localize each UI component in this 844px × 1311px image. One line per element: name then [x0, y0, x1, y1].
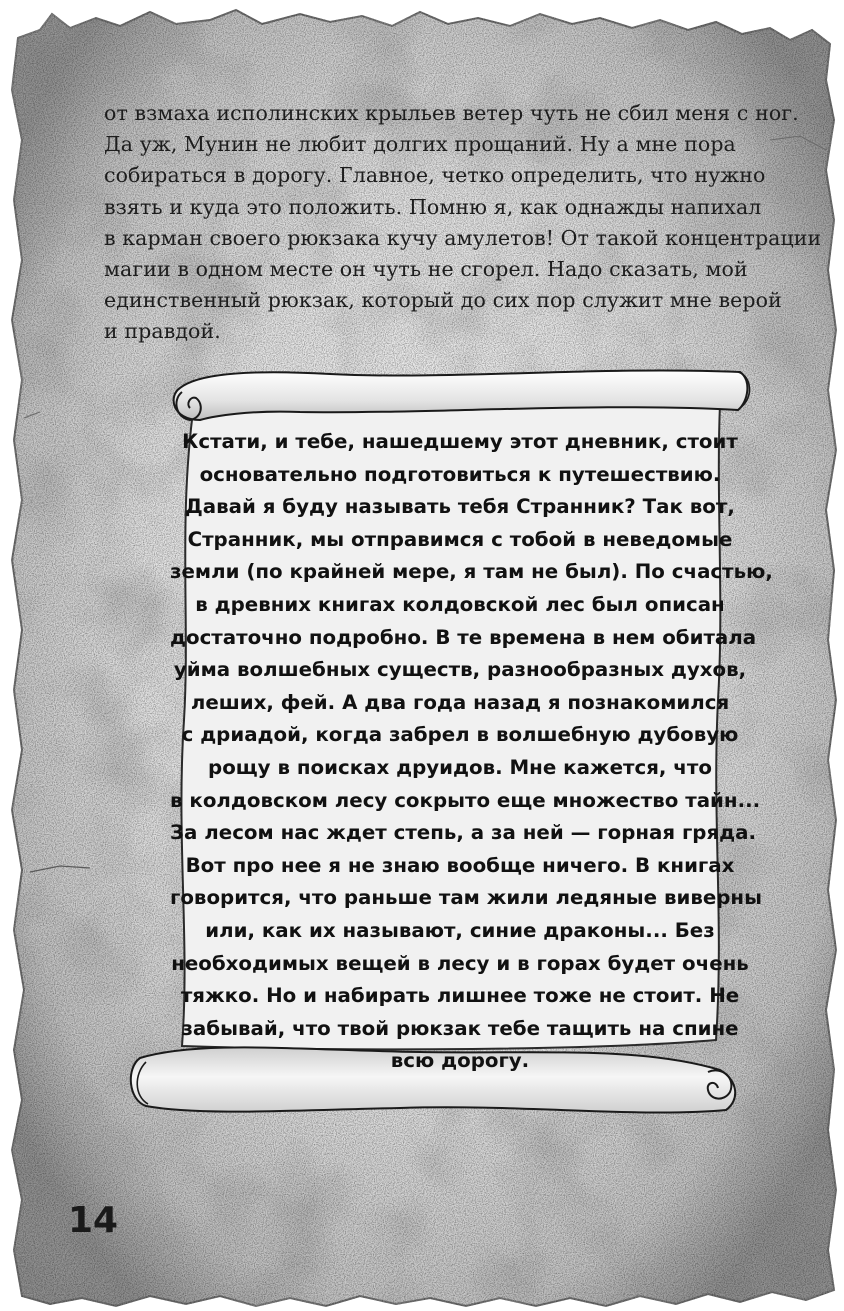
intro-line: в карман своего рюкзака кучу амулетов! От такой концентрации	[104, 225, 822, 250]
intro-line: собираться в дорогу. Главное, четко определить, что нужно	[104, 163, 766, 188]
intro-line: взять и куда это положить. Помню я, как однажды напихал	[104, 194, 762, 219]
scroll-line: рощу в поисках друидов. Мне кажется, что	[208, 755, 712, 779]
scroll-line: уйма волшебных существ, разнообразных духов,	[173, 658, 747, 682]
scroll-line: забывай, что твой рюкзак тебе тащить на спине	[181, 1016, 739, 1040]
scroll-line: Давай я буду называть тебя Странник? Так вот,	[185, 495, 735, 519]
intro-line: Да уж, Мунин не любит долгих прощаний. Ну а мне пора	[104, 132, 736, 157]
intro-line: и правдой.	[104, 319, 221, 344]
scroll-line: тяжко. Но и набирать лишнее тоже не стоит. Не	[180, 984, 740, 1008]
scroll-line: всю дорогу.	[390, 1049, 530, 1073]
scroll-line: земли (по крайней мере, я там не был). По счастью,	[170, 560, 773, 584]
scroll-line: необходимых вещей в лесу и в горах будет очень	[171, 951, 749, 975]
intro-line: единственный рюкзак, который до сих пор служит мне верой	[104, 288, 782, 313]
scroll-line: Странник, мы отправимся с тобой в неведомые	[187, 527, 733, 551]
scroll-line: За лесом нас ждет степь, а за ней — горная гряда.	[170, 821, 756, 845]
scroll-line: Вот про нее я не знаю вообще ничего. В книгах	[185, 853, 735, 877]
scroll-line: или, как их называют, синие драконы... Без	[205, 918, 715, 942]
scroll-line: в древних книгах колдовской лес был описан	[195, 592, 725, 616]
intro-line: магии в одном месте он чуть не сгорел. Надо сказать, мой	[104, 257, 748, 282]
scroll-line: говорится, что раньше там жили ледяные виверны	[170, 886, 762, 910]
scroll-line: с дриадой, когда забрел в волшебную дубовую	[181, 723, 739, 747]
scroll-line: достаточно подробно. В те времена в нем обитала	[170, 625, 757, 649]
scroll-line: основательно подготовиться к путешествию.	[199, 462, 721, 486]
scroll-line: Кстати, и тебе, нашедшему этот дневник, стоит	[182, 430, 738, 453]
scroll-note-text	[170, 426, 773, 1078]
page-number: 14	[68, 1200, 119, 1241]
scroll-line: в колдовском лесу сокрыто еще множество тайн...	[170, 788, 761, 812]
scroll-line: леших, фей. А два года назад я познакомился	[190, 690, 730, 714]
intro-line: от взмаха исполинских крыльев ветер чуть не сбил меня с ног.	[104, 101, 799, 125]
